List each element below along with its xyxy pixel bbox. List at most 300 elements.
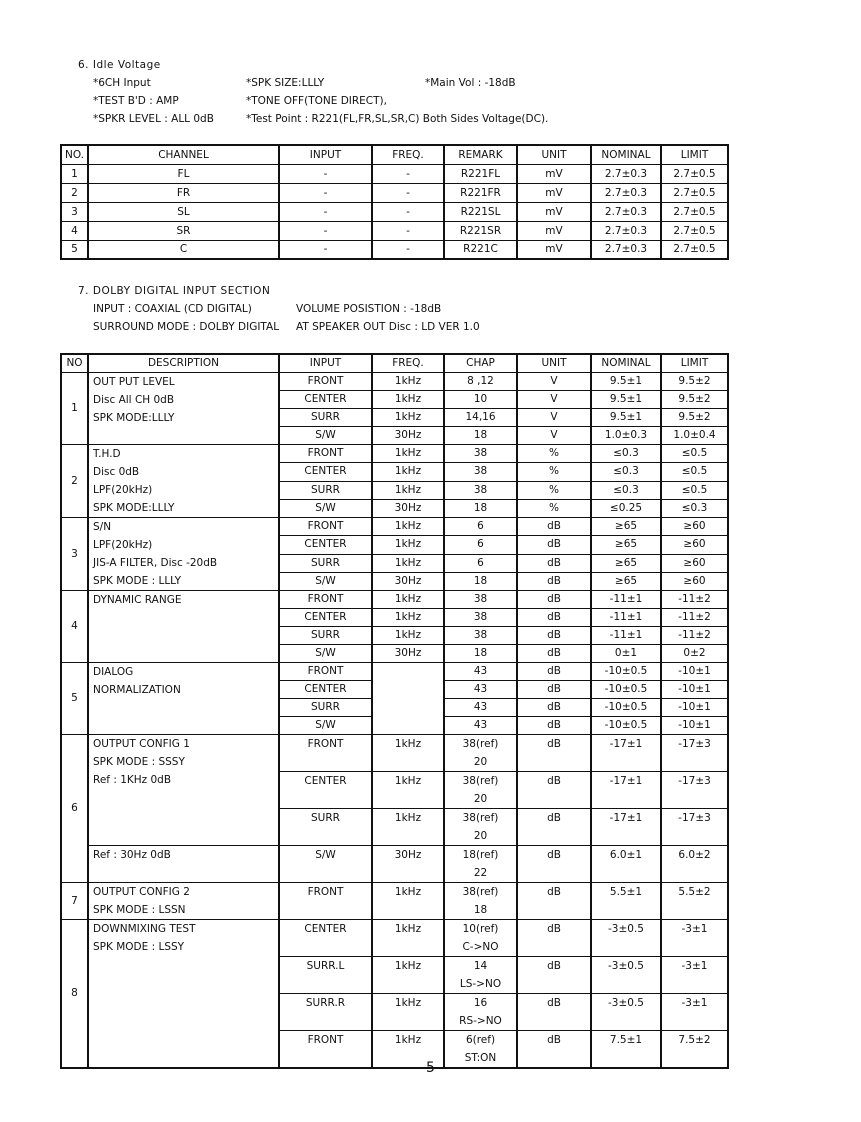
table-cell: 4: [61, 221, 88, 240]
s7-note: AT SPEAKER OUT Disc : LD VER 1.0: [296, 321, 480, 333]
cell-line-spacer: [592, 901, 660, 919]
table-cell: FRONT: [279, 373, 372, 391]
freq-cell-empty: [372, 663, 444, 735]
table-cell: [591, 883, 661, 920]
table-cell: CENTER: [279, 463, 372, 481]
table-cell: 1kHz: [372, 609, 444, 627]
table-cell: [517, 772, 591, 809]
idle-voltage-table: [60, 144, 729, 260]
table-cell: 10: [444, 391, 517, 409]
header-cell: UNIT: [517, 145, 591, 164]
cell-line: 10(ref): [462, 923, 499, 935]
cell-line-spacer: [662, 827, 727, 845]
cell-line-spacer: [280, 864, 371, 882]
table-cell: mV: [517, 240, 591, 259]
table-cell: -11±1: [591, 627, 661, 645]
table-cell: [661, 772, 728, 809]
cell-line: -17±1: [609, 812, 643, 824]
row-number-cell: 2: [61, 445, 88, 518]
cell-line-spacer: [662, 864, 727, 882]
cell-line-spacer: [518, 1012, 590, 1030]
table-cell: [591, 809, 661, 846]
table-cell: dB: [517, 591, 591, 609]
table-cell: 18: [444, 499, 517, 517]
table-cell: 2.7±0.3: [591, 183, 661, 202]
table-row: [61, 240, 728, 259]
table-cell: mV: [517, 202, 591, 221]
table-cell: [372, 772, 444, 809]
table-cell: -10±1: [661, 663, 728, 681]
cell-line-spacer: [373, 1012, 443, 1030]
table-cell: ≤0.3: [591, 445, 661, 463]
cell-line: dB: [547, 812, 561, 824]
cell-line-spacer: [518, 864, 590, 882]
description-cell: [88, 445, 279, 518]
header-cell: NO.: [61, 145, 88, 164]
table-row: [61, 518, 728, 536]
table-cell: R221SL: [444, 202, 517, 221]
section7-title: 7. DOLBY DIGITAL INPUT SECTION: [78, 285, 271, 297]
table-cell: [279, 809, 372, 846]
cell-line-spacer: [592, 790, 660, 808]
cell-line: 5.5±2: [678, 886, 711, 898]
table-cell: [372, 735, 444, 772]
table-cell: 6: [444, 518, 517, 536]
table-cell: R221FR: [444, 183, 517, 202]
table-cell: [444, 920, 517, 957]
table-cell: 9.5±1: [591, 391, 661, 409]
table-cell: [444, 809, 517, 846]
table-cell: [444, 735, 517, 772]
table-cell: [444, 846, 517, 883]
table-cell: -: [279, 164, 372, 183]
table-row: [61, 591, 728, 609]
cell-line: SURR: [311, 812, 340, 824]
table-cell: CENTER: [279, 536, 372, 554]
table-cell: [444, 772, 517, 809]
table-cell: SURR: [279, 627, 372, 645]
table-cell: ≤0.5: [661, 481, 728, 499]
table-cell: ≥60: [661, 536, 728, 554]
cell-line: 18: [473, 904, 488, 916]
cell-line: -17±1: [609, 775, 643, 787]
table-cell: 2.7±0.5: [661, 221, 728, 240]
description-line: JIS-A FILTER, Disc -20dB: [93, 557, 218, 569]
cell-line-spacer: [373, 790, 443, 808]
table-cell: [661, 809, 728, 846]
cell-line: 7.5±1: [609, 1034, 643, 1046]
table-cell: dB: [517, 627, 591, 645]
table-row: [61, 373, 728, 391]
description-line: Disc All CH 0dB: [93, 394, 175, 406]
description-cell: [88, 518, 279, 591]
table-cell: -: [279, 183, 372, 202]
header-cell: UNIT: [517, 354, 591, 373]
table-cell: S/W: [279, 427, 372, 445]
table-cell: [591, 957, 661, 994]
table-cell: SR: [88, 221, 279, 240]
cell-line: 1kHz: [394, 775, 422, 787]
table-cell: CENTER: [279, 609, 372, 627]
s7-note: SURROUND MODE : DOLBY DIGITAL: [93, 321, 280, 333]
cell-line: 1kHz: [394, 738, 422, 750]
cell-line-spacer: [373, 753, 443, 771]
description-line: DIALOG: [93, 666, 134, 678]
table-cell: 1.0±0.4: [661, 427, 728, 445]
table-cell: ≤0.25: [591, 499, 661, 517]
table-cell: ≥65: [591, 554, 661, 572]
cell-line: LS->NO: [459, 978, 502, 990]
cell-line: 20: [473, 756, 488, 768]
description-line: OUT PUT LEVEL: [93, 376, 175, 388]
cell-line: 1kHz: [394, 886, 422, 898]
table-cell: 38: [444, 627, 517, 645]
header-cell: FREQ.: [372, 354, 444, 373]
cell-line-spacer: [662, 753, 727, 771]
cell-line: 6.0±1: [609, 849, 643, 861]
table-cell: 2.7±0.3: [591, 202, 661, 221]
table-cell: 9.5±1: [591, 409, 661, 427]
table-cell: [279, 883, 372, 920]
table-cell: %: [517, 445, 591, 463]
table-cell: 1kHz: [372, 627, 444, 645]
table-cell: S/W: [279, 645, 372, 663]
table-cell: 5: [61, 240, 88, 259]
s6-note: *SPK SIZE:LLLY: [246, 77, 325, 89]
table-cell: 2.7±0.5: [661, 202, 728, 221]
table-cell: [372, 883, 444, 920]
table-cell: [591, 735, 661, 772]
table-cell: [279, 772, 372, 809]
table-cell: -10±0.5: [591, 681, 661, 699]
cell-line: 1kHz: [394, 812, 422, 824]
table-cell: V: [517, 409, 591, 427]
cell-line: CENTER: [304, 775, 347, 787]
table-cell: C: [88, 240, 279, 259]
cell-line-spacer: [518, 938, 590, 956]
cell-line: -17±3: [678, 738, 711, 750]
table-cell: ≥60: [661, 572, 728, 590]
table-cell: [444, 957, 517, 994]
table-cell: 2.7±0.5: [661, 164, 728, 183]
table-cell: 38: [444, 481, 517, 499]
cell-line-spacer: [592, 864, 660, 882]
header-cell: NO: [61, 354, 88, 373]
table-cell: ≥65: [591, 518, 661, 536]
table-cell: ≥60: [661, 518, 728, 536]
table-cell: [661, 735, 728, 772]
cell-line: 38(ref): [462, 738, 499, 750]
table-cell: SURR: [279, 554, 372, 572]
table-cell: dB: [517, 609, 591, 627]
table-cell: 9.5±2: [661, 391, 728, 409]
table-cell: 1kHz: [372, 536, 444, 554]
table-cell: R221FL: [444, 164, 517, 183]
description-line: Ref : 1KHz 0dB: [93, 774, 172, 786]
table-cell: -: [372, 202, 444, 221]
cell-line: 16: [473, 997, 488, 1009]
table-cell: 30Hz: [372, 427, 444, 445]
cell-line: dB: [547, 1034, 561, 1046]
table-cell: dB: [517, 518, 591, 536]
table-cell: 18: [444, 427, 517, 445]
table-cell: 2.7±0.3: [591, 221, 661, 240]
table-cell: 43: [444, 717, 517, 735]
cell-line: 18(ref): [462, 849, 499, 861]
cell-line: SURR.R: [305, 997, 346, 1009]
header-cell: NOMINAL: [591, 145, 661, 164]
cell-line-spacer: [592, 827, 660, 845]
description-line: Ref : 30Hz 0dB: [93, 849, 171, 861]
table-cell: [517, 735, 591, 772]
table-cell: SURR: [279, 699, 372, 717]
table-cell: -: [279, 221, 372, 240]
table-cell: 1kHz: [372, 445, 444, 463]
table-cell: [279, 846, 372, 883]
table-cell: 43: [444, 681, 517, 699]
table-cell: [591, 772, 661, 809]
table-cell: 38: [444, 463, 517, 481]
table-cell: ≥60: [661, 554, 728, 572]
table-row: [61, 846, 728, 883]
header-cell: REMARK: [444, 145, 517, 164]
cell-line-spacer: [518, 790, 590, 808]
table-row: [61, 164, 728, 183]
header-cell: FREQ.: [372, 145, 444, 164]
cell-line-spacer: [662, 1012, 727, 1030]
cell-line: 20: [473, 793, 488, 805]
table-cell: 2.7±0.3: [591, 164, 661, 183]
cell-line-spacer: [662, 901, 727, 919]
cell-line-spacer: [518, 827, 590, 845]
table-row: [61, 920, 728, 957]
cell-line-spacer: [592, 938, 660, 956]
cell-line-spacer: [662, 975, 727, 993]
s6-note: *SPKR LEVEL : ALL 0dB: [93, 113, 214, 125]
table-cell: 1: [61, 164, 88, 183]
description-cell: [88, 663, 279, 735]
header-cell: DESCRIPTION: [88, 354, 279, 373]
cell-line-spacer: [373, 901, 443, 919]
cell-line: dB: [547, 738, 561, 750]
table-cell: -11±1: [591, 609, 661, 627]
description-line: SPK MODE : LSSN: [93, 904, 186, 916]
s7-note: INPUT : COAXIAL (CD DIGITAL): [93, 303, 252, 315]
table-cell: 1.0±0.3: [591, 427, 661, 445]
table-cell: [279, 957, 372, 994]
s7-note: VOLUME POSISTION : -18dB: [296, 303, 442, 315]
description-line: SPK MODE : LLLY: [93, 575, 182, 587]
row-number-cell: 8: [61, 920, 88, 1069]
table-cell: 1kHz: [372, 518, 444, 536]
table-cell: [517, 957, 591, 994]
table-cell: 9.5±1: [591, 373, 661, 391]
cell-line: 1kHz: [394, 1034, 422, 1046]
table-cell: S/W: [279, 572, 372, 590]
cell-line: dB: [547, 960, 561, 972]
table-cell: -: [372, 183, 444, 202]
table-cell: dB: [517, 554, 591, 572]
header-cell: LIMIT: [661, 145, 728, 164]
header-cell: CHANNEL: [88, 145, 279, 164]
table-cell: -: [372, 240, 444, 259]
table-cell: -: [372, 221, 444, 240]
table-cell: dB: [517, 663, 591, 681]
cell-line-spacer: [373, 938, 443, 956]
table-cell: 1kHz: [372, 591, 444, 609]
description-line: OUTPUT CONFIG 2: [93, 886, 190, 898]
table-cell: -10±1: [661, 681, 728, 699]
table-cell: [591, 846, 661, 883]
table-cell: dB: [517, 681, 591, 699]
table-cell: 9.5±2: [661, 373, 728, 391]
table-cell: 18: [444, 572, 517, 590]
section6-title: 6. Idle Voltage: [78, 59, 161, 71]
table-cell: [591, 994, 661, 1031]
table-cell: FR: [88, 183, 279, 202]
header-cell: INPUT: [279, 145, 372, 164]
description-line: DYNAMIC RANGE: [93, 594, 182, 606]
description-cell: [88, 373, 279, 445]
table-cell: 43: [444, 663, 517, 681]
row-number-cell: 4: [61, 591, 88, 663]
table-cell: %: [517, 499, 591, 517]
cell-line: 14: [473, 960, 488, 972]
row-number-cell: 7: [61, 883, 88, 920]
table-row: [61, 883, 728, 920]
table-cell: 38: [444, 591, 517, 609]
table-cell: -10±0.5: [591, 699, 661, 717]
table-cell: 14,16: [444, 409, 517, 427]
table-cell: FRONT: [279, 591, 372, 609]
description-cell: [88, 920, 279, 1069]
table-cell: [661, 920, 728, 957]
table-cell: dB: [517, 572, 591, 590]
table-cell: FL: [88, 164, 279, 183]
cell-line-spacer: [280, 938, 371, 956]
cell-line-spacer: [592, 975, 660, 993]
table-cell: mV: [517, 164, 591, 183]
cell-line-spacer: [518, 753, 590, 771]
table-cell: 1kHz: [372, 481, 444, 499]
description-line: NORMALIZATION: [93, 684, 181, 696]
table-cell: CENTER: [279, 681, 372, 699]
cell-line: S/W: [315, 849, 336, 861]
table-cell: -10±0.5: [591, 717, 661, 735]
cell-line-spacer: [280, 753, 371, 771]
cell-line-spacer: [373, 975, 443, 993]
table-cell: [372, 957, 444, 994]
table-cell: 6: [444, 554, 517, 572]
cell-line-spacer: [280, 790, 371, 808]
s6-note: *6CH Input: [93, 77, 151, 89]
cell-line: 6.0±2: [678, 849, 711, 861]
cell-line: -3±0.5: [608, 923, 644, 935]
cell-line: -17±1: [609, 738, 643, 750]
description-line: SPK MODE : LSSY: [93, 941, 185, 953]
cell-line-spacer: [662, 790, 727, 808]
table-cell: [372, 846, 444, 883]
cell-line: 38(ref): [462, 775, 499, 787]
header-cell: INPUT: [279, 354, 372, 373]
table-cell: %: [517, 481, 591, 499]
row-number-cell: 6: [61, 735, 88, 883]
cell-line: 6(ref): [465, 1034, 496, 1046]
cell-line-spacer: [280, 1012, 371, 1030]
cell-line: 20: [473, 830, 488, 842]
s6-note: *Test Point : R221(FL,FR,SL,SR,C) Both Sides Voltage(DC).: [246, 113, 549, 125]
cell-line: SURR.L: [306, 960, 345, 972]
row-number-cell: 5: [61, 663, 88, 735]
header-cell: CHAP: [444, 354, 517, 373]
table-cell: dB: [517, 536, 591, 554]
table-cell: FRONT: [279, 663, 372, 681]
cell-line: ST:ON: [464, 1052, 497, 1064]
table-row: [61, 445, 728, 463]
cell-line-spacer: [280, 901, 371, 919]
description-line: LPF(20kHz): [93, 484, 153, 496]
cell-line: -3±1: [681, 923, 708, 935]
description-line: OUTPUT CONFIG 1: [93, 738, 190, 750]
cell-line: -3±1: [681, 960, 708, 972]
table-cell: -: [372, 164, 444, 183]
table-cell: -11±2: [661, 627, 728, 645]
cell-line: 22: [473, 867, 488, 879]
table-cell: 1kHz: [372, 373, 444, 391]
table-cell: mV: [517, 183, 591, 202]
table-cell: 0±1: [591, 645, 661, 663]
cell-line: CENTER: [304, 923, 347, 935]
cell-line: FRONT: [307, 1034, 344, 1046]
cell-line: 38(ref): [462, 886, 499, 898]
table-cell: [444, 994, 517, 1031]
cell-line: C->NO: [462, 941, 499, 953]
table-cell: dB: [517, 717, 591, 735]
cell-line-spacer: [280, 827, 371, 845]
table-cell: ≤0.5: [661, 445, 728, 463]
cell-line: 30Hz: [394, 849, 422, 861]
table-cell: [517, 994, 591, 1031]
table-cell: -11±2: [661, 591, 728, 609]
description-cell: [88, 846, 279, 883]
description-line: SPK MODE:LLLY: [93, 412, 175, 424]
table-cell: SURR: [279, 409, 372, 427]
table-row: [61, 663, 728, 681]
dolby-digital-table: [60, 353, 729, 1069]
cell-line: -3±0.5: [608, 960, 644, 972]
cell-line-spacer: [662, 938, 727, 956]
table-cell: ≤0.3: [591, 463, 661, 481]
header-cell: NOMINAL: [591, 354, 661, 373]
s6-note: *Main Vol : -18dB: [425, 77, 516, 89]
table-cell: [279, 735, 372, 772]
table-cell: [279, 994, 372, 1031]
table-cell: 38: [444, 445, 517, 463]
cell-line: -17±3: [678, 775, 711, 787]
description-cell: [88, 591, 279, 663]
table-cell: -11±2: [661, 609, 728, 627]
cell-line-spacer: [518, 975, 590, 993]
table-cell: 18: [444, 645, 517, 663]
table-cell: 3: [61, 202, 88, 221]
cell-line: 1kHz: [394, 997, 422, 1009]
cell-line: FRONT: [307, 886, 344, 898]
cell-line: FRONT: [307, 738, 344, 750]
table-cell: [517, 846, 591, 883]
cell-line: dB: [547, 886, 561, 898]
cell-line-spacer: [373, 827, 443, 845]
description-line: LPF(20kHz): [93, 539, 153, 551]
